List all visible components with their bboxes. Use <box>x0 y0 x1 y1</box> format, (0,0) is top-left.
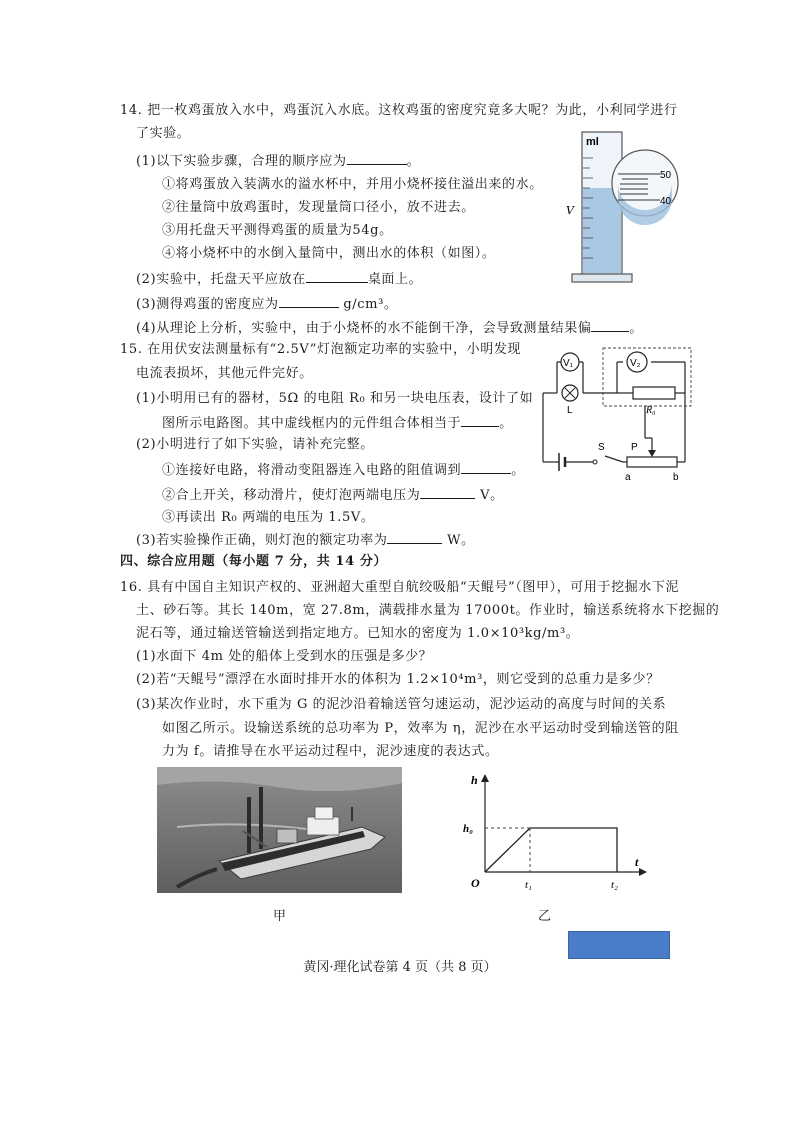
q14-part4: (4)从理论上分析，实验中，由于小烧杯的水不能倒干净，会导致测量结果偏 。 <box>136 317 643 339</box>
q14-part4-text: (4)从理论上分析，实验中，由于小烧杯的水不能倒干净，会导致测量结果偏 <box>136 321 592 336</box>
slider-arrow <box>648 450 656 457</box>
answer-blank <box>420 484 475 499</box>
answer-blank <box>387 529 442 544</box>
terminal-a-label: a <box>625 472 631 483</box>
q16-part3-line2: 如图乙所示。设输送系统的总功率为 P，效率为 η，泥沙在水平运动时受到输送管的阻 <box>162 721 679 736</box>
t-axis-arrow <box>639 868 647 876</box>
cylinder-base <box>572 274 632 282</box>
mark-50-label: 50 <box>660 170 672 181</box>
q15-step3: ③再读出 R₀ 两端的电压为 1.5V。 <box>162 510 375 525</box>
q14-part3 <box>136 293 397 315</box>
q14-part1-text: (1)以下实验步骤，合理的顺序应为 <box>136 154 347 169</box>
q15-part1-line2: 图所示电路图。其中虚线框内的元件组合体相当于 。 <box>162 412 513 434</box>
q16-part2: (2)若“天鲲号”漂浮在水面时排开水的体积为 1.2×10⁴m³，则它受到的总重力是多少？ <box>136 672 660 687</box>
ship-photo <box>157 767 402 893</box>
resistor-r0 <box>633 387 675 399</box>
q16-stem-line2: 土、砂石等。其长 140m，宽 27.8m，满载排水量为 17000t。作业时，输送系统将水下挖掘的 <box>136 603 720 618</box>
t-axis-label: t <box>635 855 639 869</box>
ship-bridge <box>307 817 339 835</box>
q15-part3-text: (3)若实验操作正确，则灯泡的额定功率为 <box>136 533 388 548</box>
answer-blank <box>347 150 407 165</box>
q16-part3-line3: 力为 f。请推导在水平运动过程中，泥沙速度的表达式。 <box>162 744 499 759</box>
q14-part3-unit: g/cm³。 <box>343 297 398 312</box>
answer-blank <box>306 268 368 283</box>
q15-part3-unit: W。 <box>447 533 475 548</box>
switch-pivot <box>593 460 597 464</box>
height-time-graph <box>455 770 655 892</box>
slider-p-label: P <box>631 442 638 453</box>
q15-part3 <box>136 529 475 551</box>
q14-stem-line1: 14. 把一枚鸡蛋放入水中，鸡蛋沉入水底。这枚鸡蛋的密度究竟多大呢？为此，小利同学进行 <box>120 103 678 118</box>
q16-stem-line3: 泥石等，通过输送管输送到指定地方。已知水的密度为 1.0×10³kg/m³。 <box>136 626 580 641</box>
switch-s-label: S <box>598 442 605 453</box>
q16-part3-line1: (3)某次作业时，水下重为 G 的泥沙沿着输送管匀速运动，泥沙运动的高度与时间的关系 <box>136 697 667 712</box>
answer-blank <box>591 317 629 332</box>
q16-part1: (1)水面下 4m 处的船体上受到水的压强是多少？ <box>136 649 433 664</box>
h-axis-label: h <box>471 773 478 787</box>
h-t-curve <box>485 828 617 872</box>
q14-step2: ②往量筒中放鸡蛋时，发现量筒口径小，放不进去。 <box>162 200 475 215</box>
q14-stem-line2: 了实验。 <box>136 126 191 141</box>
q14-part2 <box>136 268 422 290</box>
answer-blank <box>461 459 511 474</box>
q15-part1-text: 图所示电路图。其中虚线框内的元件组合体相当于 <box>162 416 462 431</box>
unit-ml-label: ml <box>586 136 599 148</box>
h0-label: h₀ <box>463 823 473 835</box>
circuit-wires <box>543 362 685 462</box>
t2-label: t₂ <box>611 879 618 891</box>
q14-step3: ③用托盘天平测得鸡蛋的质量为54g。 <box>162 223 393 238</box>
q15-step1: ①连接好电路，将滑动变阻器连入电路的阻值调到 。 <box>162 459 525 481</box>
q15-stem-line1: 15. 在用伏安法测量标有“2.5V”灯泡额定功率的实验中，小明发现 <box>120 342 522 357</box>
q15-step1-text: ①连接好电路，将滑动变阻器连入电路的阻值调到 <box>162 463 462 478</box>
caption-jia: 甲 <box>273 909 287 924</box>
origin-label: O <box>471 876 480 890</box>
graduated-cylinder-figure <box>560 128 686 288</box>
t1-label: t₁ <box>525 879 532 891</box>
q14-step4: ④将小烧杯中的水倒入量筒中，测出水的体积（如图）。 <box>162 246 496 261</box>
caption-yi: 乙 <box>538 909 552 924</box>
q16-stem-line1: 16. 具有中国自主知识产权的、亚洲超大重型自航绞吸船“天鲲号”（图甲），可用于挖掘水下泥 <box>120 580 680 595</box>
q15-part1-line1: (1)小明用已有的器材，5Ω 的电阻 R₀ 和另一块电压表，设计了如 <box>136 391 534 406</box>
answer-blank <box>461 412 499 427</box>
q14-part3-text: (3)测得鸡蛋的密度应为 <box>136 297 279 312</box>
q15-step2-text: ②合上开关，移动滑片，使灯泡两端电压为 <box>162 488 421 503</box>
q15-stem-line2: 电流表损坏，其他元件完好。 <box>136 366 313 381</box>
q15-step2-unit: V。 <box>480 488 504 503</box>
circuit-diagram <box>535 340 695 490</box>
volume-v-label: V <box>566 204 574 217</box>
q15-part2: (2)小明进行了如下实验，请补充完整。 <box>136 437 374 452</box>
lamp-l-label: L <box>567 405 573 416</box>
h-axis-arrow <box>481 774 489 782</box>
r0-label: R₀ <box>646 405 656 416</box>
page-footer: 黄冈·理化试卷第 4 页（共 8 页） <box>303 960 497 975</box>
q14-part1: (1)以下实验步骤，合理的顺序应为 。 <box>136 150 420 172</box>
section4-heading: 四、综合应用题（每小题 7 分，共 14 分） <box>120 554 388 569</box>
q14-part2-text: (2)实验中，托盘天平应放在 <box>136 272 306 287</box>
blue-box <box>568 931 670 959</box>
rheostat <box>627 457 677 467</box>
v1-label: V₁ <box>563 358 574 369</box>
q14-step1: ①将鸡蛋放入装满水的溢水杯中，并用小烧杯接住溢出来的水。 <box>162 177 543 192</box>
answer-blank <box>279 293 339 308</box>
q14-part2-tail: 桌面上。 <box>367 272 423 287</box>
terminal-b-label: b <box>673 472 679 483</box>
v2-label: V₂ <box>630 358 641 369</box>
cylinder-water <box>583 188 621 273</box>
q15-step2 <box>162 484 504 506</box>
mark-40-label: 40 <box>660 196 672 207</box>
